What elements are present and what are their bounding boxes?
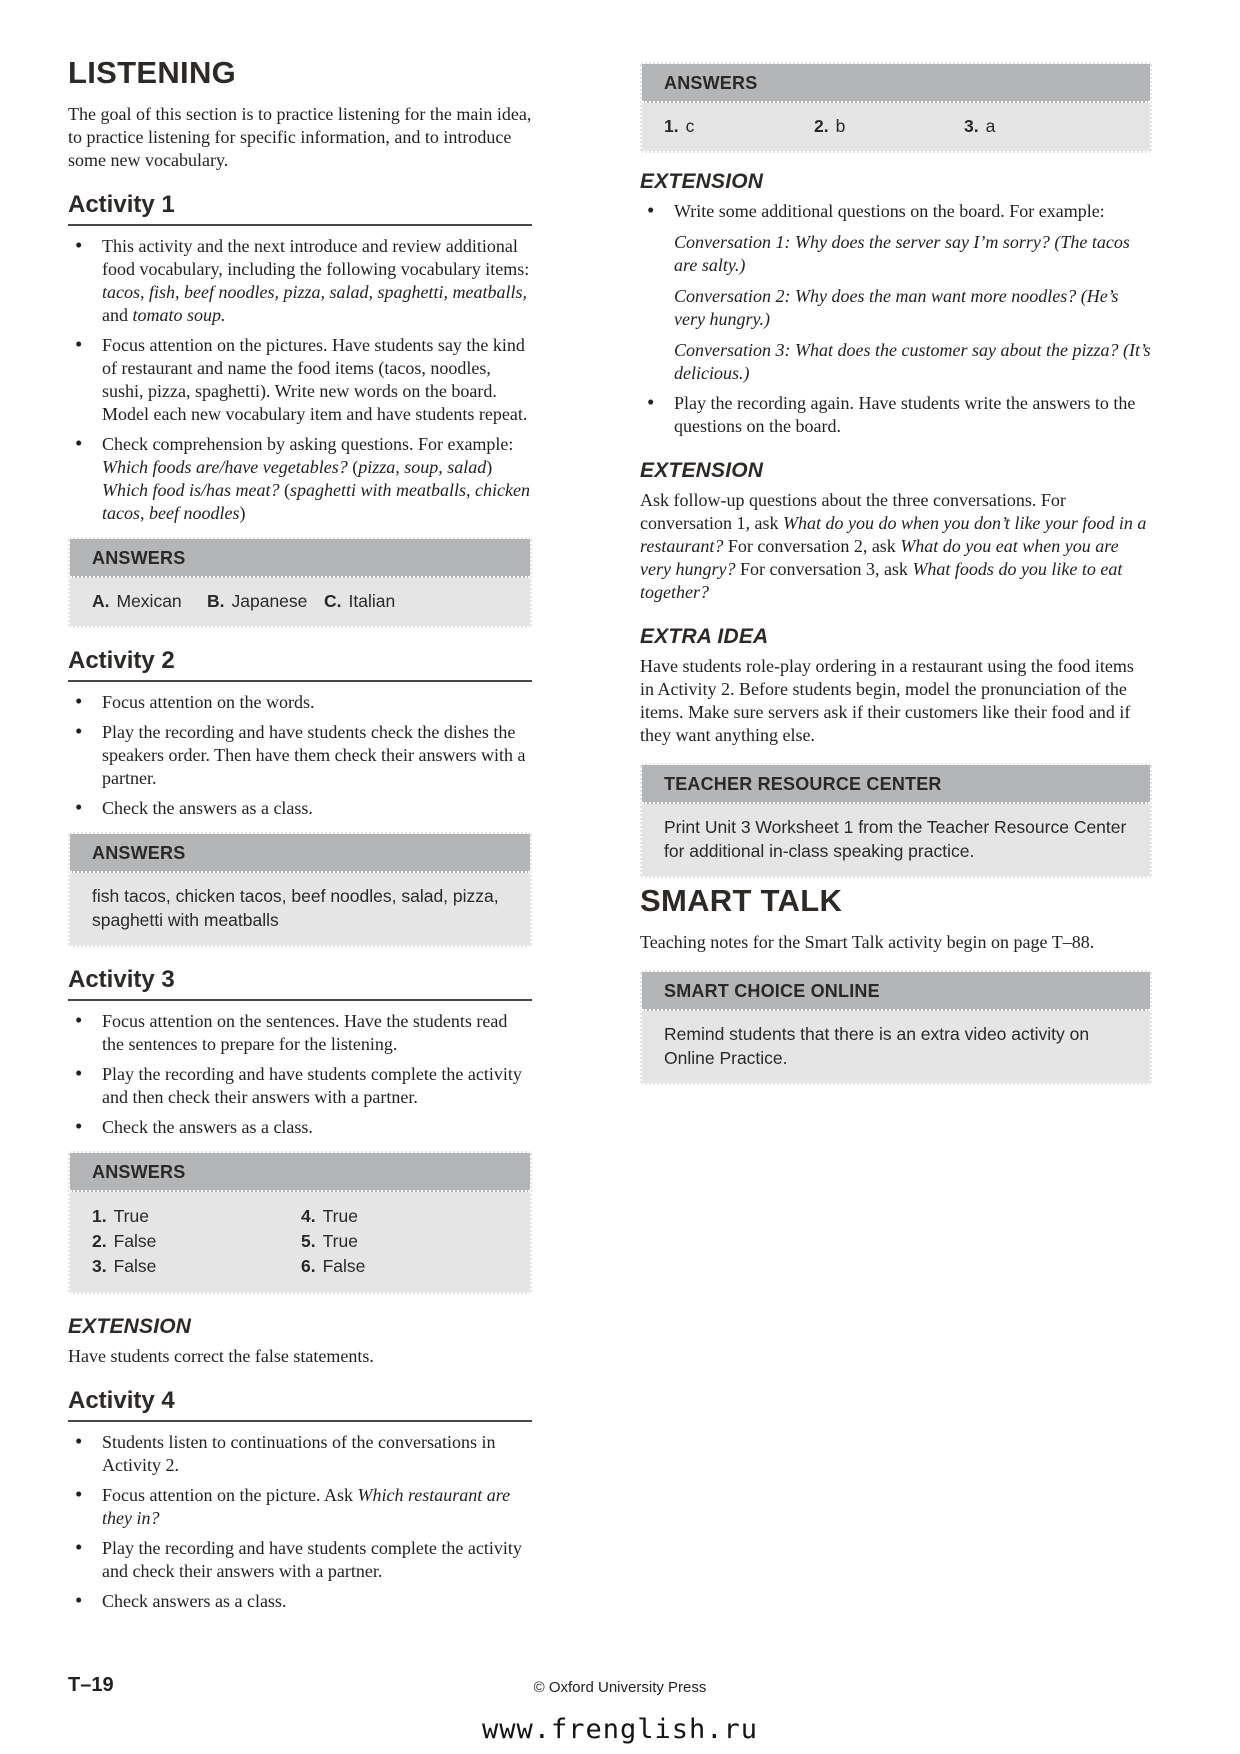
answer-number: 6. (301, 1256, 316, 1276)
answer-item (814, 114, 964, 138)
answers-box-header: ANSWERS (70, 539, 530, 578)
answer-letter: C. (324, 591, 342, 611)
answer-number: 4. (301, 1206, 316, 1226)
extra-idea-text: Have students role-play ordering in a restaurant using the food items in Activity 2. Before students begin, model the pronunciation of the items. Make sure servers ask if their customers like their food and if they want anything else. (640, 656, 1134, 745)
bullet-item: • Play the recording again. Have students write the answers to the questions on the board. (640, 392, 1152, 438)
extension-1-bullets (640, 200, 1152, 438)
answers-box-activity-1 (68, 537, 532, 628)
answer-number: 1. (664, 116, 679, 136)
answer-text: True (113, 1206, 149, 1226)
bullet-item: • Focus attention on the pictures. Have students say the kind of restaurant and name the food items (tacos, noodles, sushi, pizza, spaghetti). Write new words on the board. Model each new vocabulary item and have students repeat. (68, 334, 532, 426)
footer-page-number: T–19 (68, 1674, 114, 1696)
answer-text: False (322, 1256, 366, 1276)
answers-box-activity-3 (68, 1151, 532, 1294)
activity-4-section (68, 1388, 532, 1613)
activity-3-bullets (68, 1010, 532, 1139)
answer-item (324, 589, 395, 613)
answers-box-body (70, 578, 530, 626)
activity-3-heading: Activity 3 (68, 967, 532, 1001)
extra-idea-heading: EXTRA IDEA (640, 625, 769, 648)
extension-section-1 (640, 170, 1152, 438)
answer-item (664, 114, 814, 138)
answers-box-body: fish tacos, chicken tacos, beef noodles, salad, pizza, spaghetti with meatballs (92, 886, 499, 930)
answer-item (92, 589, 207, 613)
bullet-item: • Play the recording and have students complete the activity and then check their answers with a partner. (68, 1063, 532, 1109)
answers-box-activity-2 (68, 832, 532, 947)
bullet-item: • Check comprehension by asking questions. For example: Which foods are/have vegetables? (pizza, soup, salad) Which food is/has meat? (spaghetti with meatballs, chicken tacos, beef noodles) (68, 433, 532, 525)
answer-number: 2. (814, 116, 829, 136)
right-column (640, 62, 1152, 1091)
answer-text: Italian (348, 591, 396, 611)
answer-item (301, 1204, 510, 1228)
answer-item (92, 1254, 301, 1278)
listening-title: LISTENING (68, 55, 237, 90)
bullet-intro: Write some additional questions on the board. For example: (674, 201, 1105, 221)
conversation-example: Conversation 2: Why does the man want more noodles? (He’s very hungry.) (674, 286, 1119, 329)
answer-text: b (835, 116, 846, 136)
activity-4-heading: Activity 4 (68, 1388, 532, 1422)
answers-box-header: ANSWERS (642, 64, 1150, 103)
teacher-resource-center-header: TEACHER RESOURCE CENTER (642, 765, 1150, 804)
smart-choice-online-box (640, 970, 1152, 1085)
answer-item (92, 1204, 301, 1228)
smart-choice-online-body: Remind students that there is an extra video activity on Online Practice. (664, 1024, 1090, 1068)
activity-1-section (68, 192, 532, 628)
smart-talk-title: SMART TALK (640, 883, 843, 918)
footer-copyright: © Oxford University Press (533, 1679, 707, 1696)
answers-box-body (70, 1192, 530, 1292)
extension-text: Have students correct the false statements. (68, 1346, 374, 1366)
conversation-example: Conversation 3: What does the customer say about the pizza? (It’s delicious.) (674, 340, 1151, 383)
answer-text: Japanese (231, 591, 308, 611)
answer-text: Mexican (116, 591, 182, 611)
bullet-item: • Play the recording and have students complete the activity and check their answers with a partner. (68, 1537, 532, 1583)
bullet-item: • Focus attention on the picture. Ask Which restaurant are they in? (68, 1484, 532, 1530)
watermark-url: www.frenglish.ru (481, 1714, 759, 1745)
answer-number: 3. (92, 1256, 107, 1276)
bullet-item: • Focus attention on the words. (68, 691, 532, 714)
answers-box-header: ANSWERS (70, 834, 530, 873)
answer-number: 2. (92, 1231, 107, 1251)
answer-text: True (322, 1231, 358, 1251)
bullet-item: • Focus attention on the sentences. Have the students read the sentences to prepare for the listening. (68, 1010, 532, 1056)
listening-intro: The goal of this section is to practice listening for the main idea, to practice listening for specific information, and to introduce some new vocabulary. (68, 104, 532, 170)
answer-letter: A. (92, 591, 110, 611)
answer-item (207, 589, 324, 613)
bullet-item: • Check the answers as a class. (68, 1116, 532, 1139)
bullet-item: • Play the recording and have students check the dishes the speakers order. Then have them check their answers with a partner. (68, 721, 532, 790)
answers-box-header: ANSWERS (70, 1153, 530, 1192)
answer-letter: B. (207, 591, 225, 611)
answers-column-1 (92, 1203, 301, 1279)
activity-4-bullets (68, 1431, 532, 1613)
bullet-item: • This activity and the next introduce and review additional food vocabulary, including the following vocabulary items: tacos, fish, beef noodles, pizza, salad, spaghetti, meatballs, and tomato soup. (68, 235, 532, 327)
extension-heading: EXTENSION (68, 1315, 192, 1338)
answer-text: False (113, 1231, 157, 1251)
smart-talk-text: Teaching notes for the Smart Talk activity begin on page T–88. (640, 932, 1095, 952)
answer-text: False (113, 1256, 157, 1276)
answer-item (301, 1229, 510, 1253)
teacher-resource-center-box (640, 763, 1152, 878)
teacher-resource-center-body: Print Unit 3 Worksheet 1 from the Teacher Resource Center for additional in-class speaking practice. (664, 817, 1127, 861)
extension-text: Ask follow-up questions about the three conversations. For conversation 1, ask What do you do when you don’t like your food in a restaurant? For conversation 2, ask What do you eat when you are very hungry? For conversation 3, ask What foods do you like to eat together? (640, 490, 1147, 602)
answer-number: 1. (92, 1206, 107, 1226)
left-column (68, 56, 532, 1625)
bullet-item (640, 200, 1152, 385)
extension-section-left (68, 1315, 532, 1368)
extension-heading: EXTENSION (640, 459, 764, 482)
activity-1-bullets (68, 235, 532, 525)
activity-1-heading: Activity 1 (68, 192, 532, 226)
answer-number: 3. (964, 116, 979, 136)
answer-number: 5. (301, 1231, 316, 1251)
bullet-item: • Check the answers as a class. (68, 797, 532, 820)
answer-text: a (985, 116, 996, 136)
extension-section-2 (640, 459, 1152, 604)
answer-text: c (685, 116, 695, 136)
activity-2-bullets (68, 691, 532, 820)
answer-item (964, 114, 995, 138)
answers-box-body (642, 103, 1150, 151)
activity-3-section (68, 967, 532, 1294)
activity-2-section (68, 648, 532, 947)
conversation-example: Conversation 1: Why does the server say I’m sorry? (The tacos are salty.) (674, 232, 1130, 275)
answers-box-top-right (640, 62, 1152, 153)
answers-column-2 (301, 1203, 510, 1279)
bullet-item: • Check answers as a class. (68, 1590, 532, 1613)
extension-heading: EXTENSION (640, 170, 764, 193)
answer-item (92, 1229, 301, 1253)
activity-2-heading: Activity 2 (68, 648, 532, 682)
extra-idea-section (640, 625, 1152, 747)
answer-item (301, 1254, 510, 1278)
answer-text: True (322, 1206, 358, 1226)
bullet-item: • Students listen to continuations of the conversations in Activity 2. (68, 1431, 532, 1477)
smart-choice-online-header: SMART CHOICE ONLINE (642, 972, 1150, 1011)
